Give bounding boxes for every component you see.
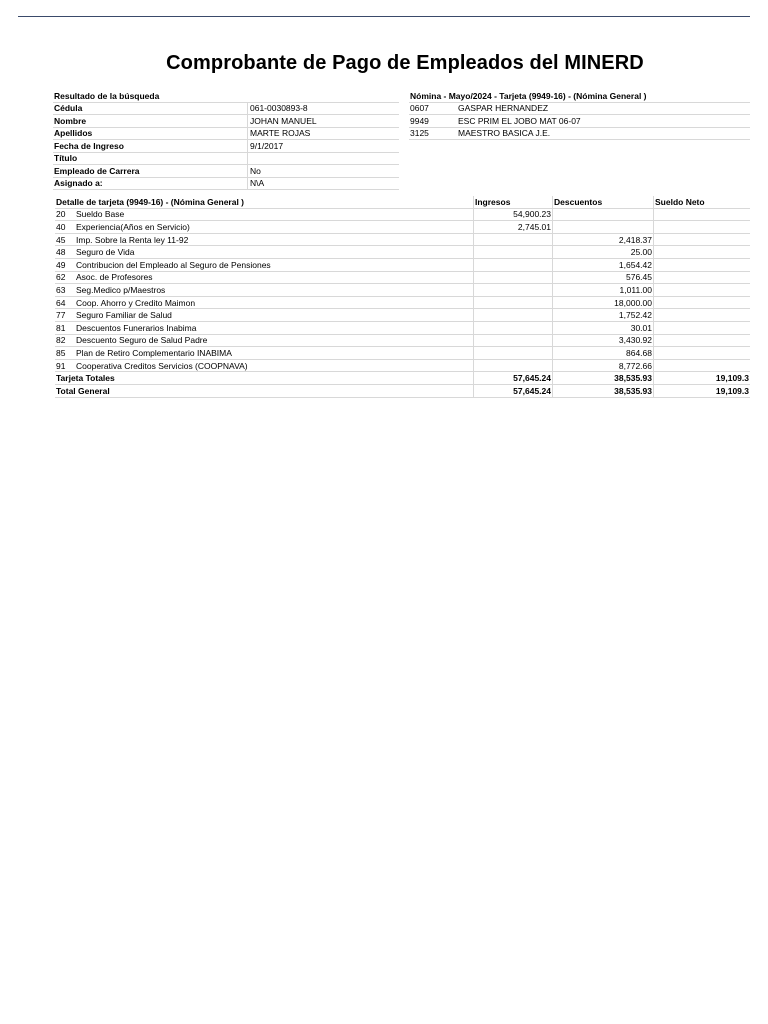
info-value: N\A bbox=[248, 177, 400, 190]
detail-ingreso bbox=[474, 284, 553, 297]
detail-row bbox=[55, 221, 750, 234]
nomina-row bbox=[409, 102, 750, 115]
detail-ingreso bbox=[474, 233, 553, 246]
info-value: 061-0030893-8 bbox=[248, 102, 400, 115]
detail-ingreso bbox=[474, 271, 553, 284]
info-value: 9/1/2017 bbox=[248, 140, 400, 153]
nomina-code: 0607 bbox=[409, 102, 457, 115]
detail-descuento: 1,654.42 bbox=[553, 258, 654, 271]
detail-row bbox=[55, 284, 750, 297]
total-general-row-descuentos: 38,535.93 bbox=[553, 384, 654, 397]
detail-descuento: 2,418.37 bbox=[553, 233, 654, 246]
employee-info-row bbox=[53, 102, 399, 115]
detail-row bbox=[55, 246, 750, 259]
detail-code: 91 bbox=[55, 359, 75, 372]
nomina-header: Nómina - Mayo/2024 - Tarjeta (9949-16) - (Nómina General ) bbox=[409, 90, 750, 102]
detail-description: Experiencia(Años en Servicio) bbox=[75, 221, 474, 234]
info-label: Empleado de Carrera bbox=[53, 165, 248, 178]
detail-description: Asoc. de Profesores bbox=[75, 271, 474, 284]
col-sueldo-neto-header: Sueldo Neto bbox=[654, 196, 751, 208]
detail-neto bbox=[654, 208, 751, 221]
detail-description: Descuentos Funerarios Inabima bbox=[75, 321, 474, 334]
detail-neto bbox=[654, 296, 751, 309]
employee-info-row bbox=[53, 165, 399, 178]
detail-code: 20 bbox=[55, 208, 75, 221]
detail-neto bbox=[654, 246, 751, 259]
employee-info-row bbox=[53, 127, 399, 140]
detail-code: 77 bbox=[55, 309, 75, 322]
detail-ingreso bbox=[474, 334, 553, 347]
info-label: Asignado a: bbox=[53, 177, 248, 190]
detail-row bbox=[55, 258, 750, 271]
detail-ingreso bbox=[474, 246, 553, 259]
nomina-header-row bbox=[409, 90, 750, 102]
detail-row bbox=[55, 208, 750, 221]
detail-row bbox=[55, 334, 750, 347]
detail-descuento: 1,011.00 bbox=[553, 284, 654, 297]
detail-neto bbox=[654, 309, 751, 322]
total-general-row-ingresos: 57,645.24 bbox=[474, 384, 553, 397]
total-general-row-label: Total General bbox=[55, 384, 474, 397]
col-descuentos-header: Descuentos bbox=[553, 196, 654, 208]
detail-ingreso bbox=[474, 258, 553, 271]
detail-row bbox=[55, 309, 750, 322]
nomina-code: 9949 bbox=[409, 115, 457, 128]
detail-table bbox=[55, 196, 750, 398]
detail-row bbox=[55, 296, 750, 309]
detail-neto bbox=[654, 271, 751, 284]
detail-header: Detalle de tarjeta (9949-16) - (Nómina General ) bbox=[55, 196, 474, 208]
info-label: Apellidos bbox=[53, 127, 248, 140]
detail-descuento: 25.00 bbox=[553, 246, 654, 259]
detail-descuento bbox=[553, 208, 654, 221]
tarjeta-totales-row bbox=[55, 372, 750, 385]
detail-description: Cooperativa Creditos Servicios (COOPNAVA) bbox=[75, 359, 474, 372]
detail-code: 85 bbox=[55, 347, 75, 360]
detail-code: 63 bbox=[55, 284, 75, 297]
employee-info-header-row bbox=[53, 90, 399, 102]
nomina-text: MAESTRO BASICA J.E. bbox=[457, 127, 750, 140]
page-title: Comprobante de Pago de Empleados del MINERD bbox=[166, 52, 644, 74]
detail-ingreso bbox=[474, 359, 553, 372]
detail-descuento bbox=[553, 221, 654, 234]
detail-neto bbox=[654, 321, 751, 334]
employee-info-row bbox=[53, 115, 399, 128]
detail-ingreso: 54,900.23 bbox=[474, 208, 553, 221]
top-divider bbox=[18, 16, 750, 17]
info-label: Nombre bbox=[53, 115, 248, 128]
detail-description: Contribucion del Empleado al Seguro de Pensiones bbox=[75, 258, 474, 271]
detail-ingreso: 2,745.01 bbox=[474, 221, 553, 234]
detail-neto bbox=[654, 221, 751, 234]
employee-info-row bbox=[53, 152, 399, 165]
detail-description: Imp. Sobre la Renta ley 11-92 bbox=[75, 233, 474, 246]
tarjeta-totales-row-descuentos: 38,535.93 bbox=[553, 372, 654, 385]
detail-description: Seguro Familiar de Salud bbox=[75, 309, 474, 322]
info-value bbox=[248, 152, 400, 165]
info-label: Fecha de Ingreso bbox=[53, 140, 248, 153]
detail-description: Plan de Retiro Complementario INABIMA bbox=[75, 347, 474, 360]
tarjeta-totales-row-neto: 19,109.3 bbox=[654, 372, 751, 385]
tarjeta-totales-row-ingresos: 57,645.24 bbox=[474, 372, 553, 385]
nomina-table bbox=[409, 90, 750, 140]
nomina-row bbox=[409, 115, 750, 128]
detail-row bbox=[55, 321, 750, 334]
detail-descuento: 3,430.92 bbox=[553, 334, 654, 347]
nomina-code: 3125 bbox=[409, 127, 457, 140]
detail-ingreso bbox=[474, 321, 553, 334]
detail-ingreso bbox=[474, 309, 553, 322]
detail-descuento: 8,772.66 bbox=[553, 359, 654, 372]
employee-info-table bbox=[53, 90, 399, 190]
detail-code: 64 bbox=[55, 296, 75, 309]
detail-neto bbox=[654, 284, 751, 297]
detail-header-row bbox=[55, 196, 750, 208]
detail-row bbox=[55, 233, 750, 246]
detail-descuento: 18,000.00 bbox=[553, 296, 654, 309]
total-general-row-neto: 19,109.3 bbox=[654, 384, 751, 397]
col-ingresos-header: Ingresos bbox=[474, 196, 553, 208]
detail-code: 49 bbox=[55, 258, 75, 271]
detail-code: 81 bbox=[55, 321, 75, 334]
detail-neto bbox=[654, 258, 751, 271]
detail-neto bbox=[654, 334, 751, 347]
detail-row bbox=[55, 271, 750, 284]
detail-description: Coop. Ahorro y Credito Maimon bbox=[75, 296, 474, 309]
employee-info-header: Resultado de la búsqueda bbox=[53, 90, 399, 102]
detail-neto bbox=[654, 347, 751, 360]
info-label: Título bbox=[53, 152, 248, 165]
detail-code: 82 bbox=[55, 334, 75, 347]
detail-code: 45 bbox=[55, 233, 75, 246]
detail-descuento: 1,752.42 bbox=[553, 309, 654, 322]
employee-info-row bbox=[53, 140, 399, 153]
detail-code: 48 bbox=[55, 246, 75, 259]
detail-ingreso bbox=[474, 347, 553, 360]
detail-neto bbox=[654, 359, 751, 372]
detail-description: Seg.Medico p/Maestros bbox=[75, 284, 474, 297]
detail-descuento: 864.68 bbox=[553, 347, 654, 360]
detail-row bbox=[55, 347, 750, 360]
info-value: No bbox=[248, 165, 400, 178]
detail-ingreso bbox=[474, 296, 553, 309]
detail-code: 40 bbox=[55, 221, 75, 234]
detail-description: Sueldo Base bbox=[75, 208, 474, 221]
detail-row bbox=[55, 359, 750, 372]
tarjeta-totales-row-label: Tarjeta Totales bbox=[55, 372, 474, 385]
detail-description: Descuento Seguro de Salud Padre bbox=[75, 334, 474, 347]
detail-descuento: 30.01 bbox=[553, 321, 654, 334]
nomina-row bbox=[409, 127, 750, 140]
detail-neto bbox=[654, 233, 751, 246]
detail-code: 62 bbox=[55, 271, 75, 284]
info-label: Cédula bbox=[53, 102, 248, 115]
nomina-text: GASPAR HERNANDEZ bbox=[457, 102, 750, 115]
info-value: JOHAN MANUEL bbox=[248, 115, 400, 128]
detail-description: Seguro de Vida bbox=[75, 246, 474, 259]
total-general-row bbox=[55, 384, 750, 397]
detail-descuento: 576.45 bbox=[553, 271, 654, 284]
employee-info-row bbox=[53, 177, 399, 190]
nomina-text: ESC PRIM EL JOBO MAT 06-07 bbox=[457, 115, 750, 128]
info-value: MARTE ROJAS bbox=[248, 127, 400, 140]
